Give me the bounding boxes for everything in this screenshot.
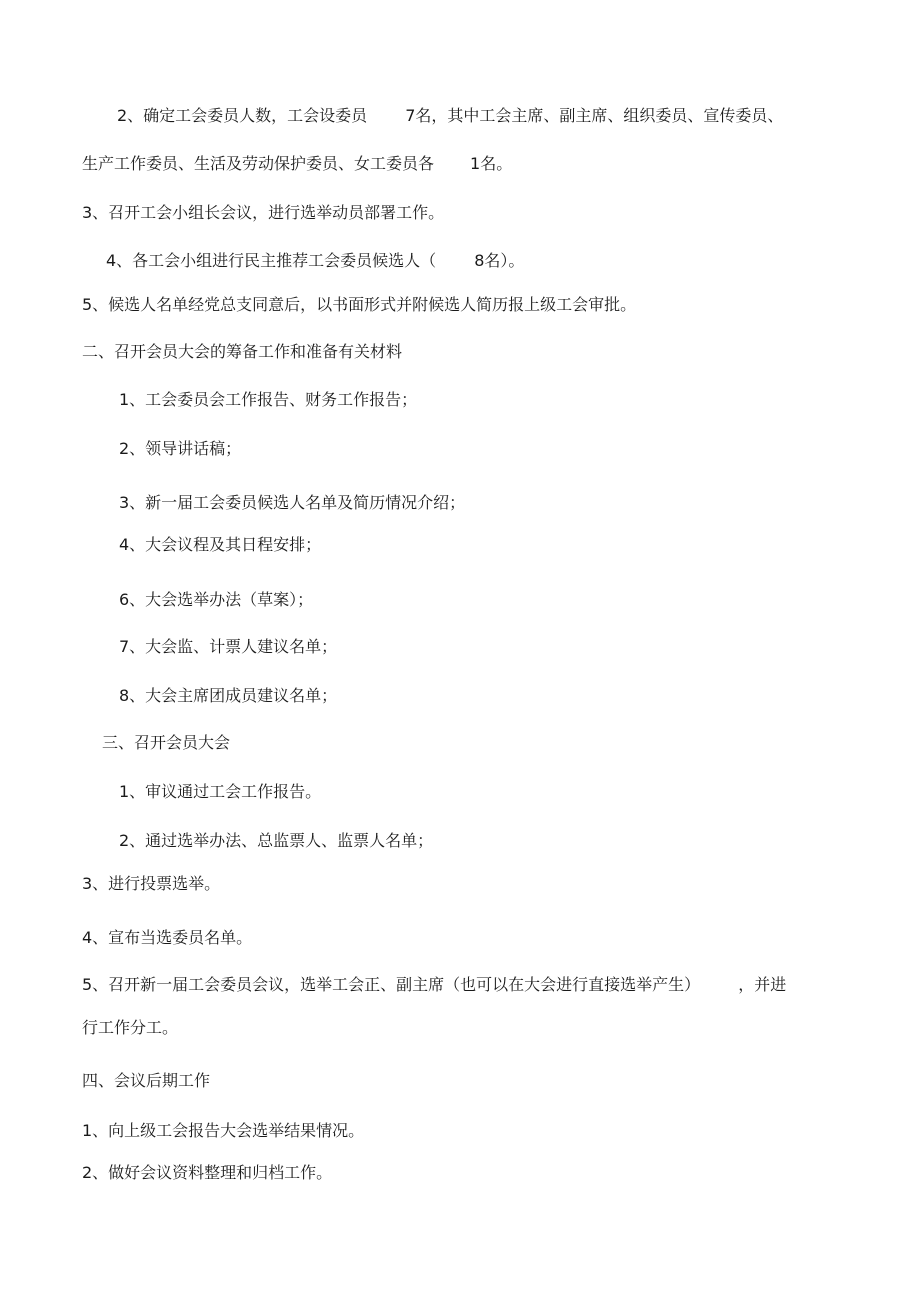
section-4-heading: 四、会议后期工作 — [82, 1071, 211, 1090]
list-item: 1、工会委员会工作报告、财务工作报告； — [119, 390, 418, 409]
item-5b-text-a: 5、召开新一届工会委员会议，选举工会正、副主席（也可以在大会进行直接选举产生） — [82, 975, 701, 994]
item-4-text-b: 8名）。 — [474, 251, 525, 270]
paragraph-item-2-continued — [82, 154, 512, 174]
paragraph-item-2 — [117, 106, 783, 126]
item-2-text-b: 7名，其中工会主席、副主席、组织委员、宣传委员、 — [405, 106, 784, 125]
list-item: 6、大会选举办法（草案）； — [119, 590, 314, 609]
item-4-text-a: 4、各工会小组进行民主推荐工会委员候选人（ — [106, 251, 437, 270]
list-item: 4、大会议程及其日程安排； — [119, 535, 322, 554]
paragraph-item-5b — [82, 975, 786, 995]
list-item: 3、新一届工会委员候选人名单及简历情况介绍； — [119, 493, 466, 512]
list-item: 2、做好会议资料整理和归档工作。 — [82, 1163, 333, 1182]
list-item: 3、进行投票选举。 — [82, 874, 221, 893]
paragraph-item-3: 3、召开工会小组长会议，进行选举动员部署工作。 — [82, 203, 445, 222]
item-2-text-c: 生产工作委员、生活及劳动保护委员、女工委员各 — [82, 154, 435, 173]
item-2-text-a: 2、确定工会委员人数，工会设委员 — [117, 106, 368, 125]
item-5b-text-b: ，并进 — [738, 975, 787, 994]
list-item: 1、审议通过工会工作报告。 — [119, 782, 322, 801]
paragraph-item-4 — [106, 251, 524, 271]
list-item: 8、大会主席团成员建议名单； — [119, 686, 338, 705]
list-item: 4、宣布当选委员名单。 — [82, 928, 253, 947]
paragraph-item-5: 5、候选人名单经党总支同意后，以书面形式并附候选人简历报上级工会审批。 — [82, 295, 637, 314]
list-item: 2、领导讲话稿； — [119, 439, 242, 458]
paragraph-item-5b-continued: 行工作分工。 — [82, 1018, 179, 1037]
list-item: 7、大会监、计票人建议名单； — [119, 637, 338, 656]
list-item: 2、通过选举办法、总监票人、监票人名单； — [119, 831, 434, 850]
item-2-text-d: 1名。 — [470, 154, 513, 173]
list-item: 1、向上级工会报告大会选举结果情况。 — [82, 1121, 365, 1140]
section-3-heading: 三、召开会员大会 — [102, 733, 231, 752]
section-2-heading: 二、召开会员大会的筹备工作和准备有关材料 — [82, 342, 403, 361]
